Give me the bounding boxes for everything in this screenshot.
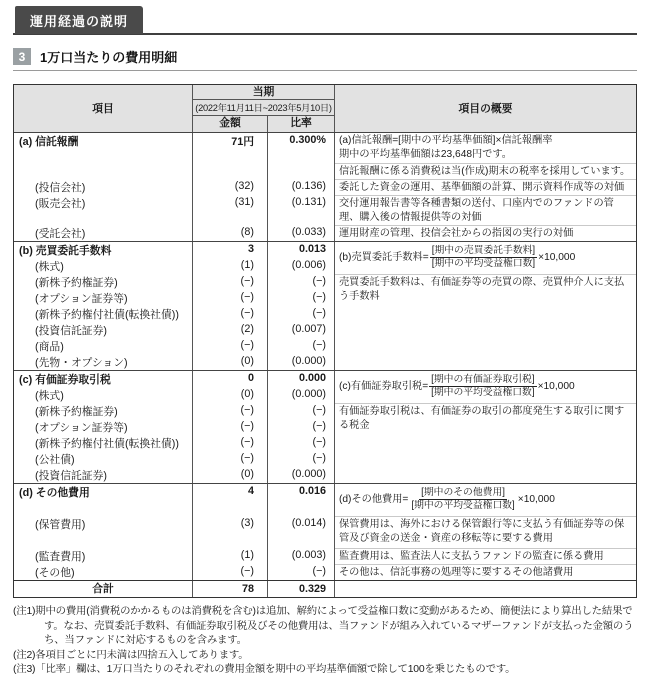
- overview-cell: [335, 163, 636, 179]
- item-label: (商品): [35, 341, 64, 353]
- overview-cell: [335, 242, 636, 274]
- ratio-cell: (−): [312, 275, 326, 287]
- item-label: (オプション証券等): [35, 293, 128, 305]
- ratio-cell: (0.131): [291, 196, 326, 208]
- item-label: (オプション証券等): [35, 422, 128, 434]
- ratio-cell: (0.003): [291, 549, 326, 561]
- item-label: (新株予約権証券): [35, 406, 118, 418]
- table-header: [14, 85, 636, 133]
- item-column: [14, 242, 193, 370]
- col-period-header: 当期: [193, 85, 334, 100]
- ratio-cell: [268, 163, 334, 179]
- total-overview-cell: [335, 581, 636, 597]
- amount-cell: (0): [240, 355, 254, 367]
- amount-cell: (3): [240, 517, 254, 529]
- ratio-cell: (0.007): [291, 323, 326, 335]
- item-cell: [14, 435, 192, 451]
- col-ratio-header: 比率: [290, 117, 312, 129]
- overview-text: 監査費用は、監査法人に支払うファンドの監査に係る費用: [339, 551, 604, 562]
- ratio-cell: 0.300%: [289, 134, 326, 146]
- amount-cell: (−): [240, 436, 254, 448]
- item-label: (a) 信託報酬: [19, 136, 79, 148]
- amount-cell: (−): [240, 339, 254, 351]
- ratio-cell: 0.000: [298, 372, 326, 384]
- amount-column: [193, 484, 268, 580]
- ratio-cell: (−): [312, 420, 326, 432]
- overview-text: (a)信託報酬=[期中の平均基準価額]×信託報酬率: [339, 135, 553, 146]
- item-label: (投信会社): [35, 182, 86, 194]
- item-cell: [14, 564, 192, 580]
- fraction-numerator: [期中の売買委託手数料]: [431, 245, 536, 256]
- section-row: [14, 483, 636, 580]
- item-cell: [14, 179, 192, 195]
- item-column: [14, 133, 193, 241]
- overview-text: 有価証券取引税は、有価証券の取引の都度発生する取引に関する税金: [339, 406, 625, 431]
- item-cell: [14, 451, 192, 467]
- item-cell: [14, 163, 192, 179]
- overview-cell: [335, 225, 636, 241]
- ratio-column: [268, 133, 335, 241]
- overview-cell: [335, 484, 636, 516]
- item-cell: [14, 371, 192, 387]
- amount-column: [193, 371, 268, 483]
- footnotes: [13, 605, 637, 678]
- overview-cell: [335, 564, 636, 580]
- ratio-column: [268, 484, 335, 580]
- formula-prefix: (d)その他費用=: [339, 493, 409, 505]
- overview-cell: [335, 133, 636, 163]
- overview-text: 期中の平均基準価額は23,648円です。: [339, 148, 512, 160]
- item-cell: [14, 548, 192, 564]
- fee-table: [13, 84, 637, 598]
- item-label: (d) その他費用: [19, 487, 90, 499]
- footnote: (注1)期中の費用(消費税のかかるものは消費税を含む)は追加、解約によって受益権口数に変動があるため、簡便法により算出した結果です。なお、売買委託手数料、有価証券取引税及びその他費用は、当ファンドが組み入れているマザーファンドが支払った金額のうち、当ファンドに対応するものを含みます。: [13, 606, 634, 647]
- formula-suffix: ×10,000: [517, 493, 555, 505]
- section-row: [14, 241, 636, 370]
- overview-cell: [335, 403, 636, 483]
- item-label: (c) 有価証券取引税: [19, 374, 111, 386]
- item-cell: [14, 467, 192, 483]
- formula-prefix: (b)売買委託手数料=: [339, 251, 429, 263]
- ratio-cell: 0.013: [298, 243, 326, 255]
- fraction-denominator: [期中の平均受益権口数]: [431, 258, 536, 269]
- item-label: (監査費用): [35, 551, 86, 563]
- total-row: [14, 580, 636, 597]
- amount-cell: (0): [240, 388, 254, 400]
- item-cell: [14, 516, 192, 548]
- item-column: [14, 484, 193, 580]
- item-label: (受託会社): [35, 228, 86, 240]
- ratio-cell: (0.014): [291, 517, 326, 529]
- amount-cell: 3: [247, 243, 254, 255]
- overview-column: [335, 484, 636, 580]
- fraction-numerator: [期中のその他費用]: [421, 487, 505, 498]
- overview-text: 保管費用は、海外における保管銀行等に支払う有価証券等の保管及び資金の送金・資産の移転等に要する費用: [339, 519, 625, 544]
- fraction: [430, 245, 537, 270]
- ratio-column: [268, 242, 335, 370]
- amount-cell: (−): [240, 275, 254, 287]
- ratio-cell: (−): [312, 307, 326, 319]
- overview-cell: [335, 548, 636, 564]
- ratio-cell: (−): [312, 452, 326, 464]
- col-period-group: [193, 85, 335, 132]
- formula-prefix: (c)有価証券取引税=: [339, 380, 429, 392]
- ratio-cell: (0.033): [291, 226, 326, 238]
- item-column: [14, 371, 193, 483]
- overview-cell: [335, 274, 636, 370]
- total-ratio: 0.329: [268, 581, 335, 597]
- overview-text: 運用財産の管理、投信会社からの指図の実行の対価: [339, 228, 574, 239]
- amount-cell: (−): [240, 420, 254, 432]
- item-cell: [14, 419, 192, 435]
- ratio-cell: 0.016: [298, 485, 326, 497]
- overview-cell: [335, 516, 636, 548]
- item-cell: [14, 225, 192, 241]
- fraction: [429, 374, 536, 399]
- formula-suffix: ×10,000: [538, 251, 576, 263]
- banner-rule: [13, 8, 637, 35]
- footnote: (注3)「比率」欄は、1万口当たりのそれぞれの費用金額を期中の平均基準価額で除して100を乗じたものです。: [13, 664, 516, 676]
- overview-text: 売買委託手数料は、有価証券等の売買の際、売買仲介人に支払う手数料: [339, 277, 625, 302]
- amount-cell: (−): [240, 565, 254, 577]
- col-period-range: (2022年11月11日~2023年5月10日): [193, 100, 334, 116]
- col-amount-ratio-headers: [193, 116, 334, 132]
- item-label: (その他): [35, 567, 75, 579]
- overview-cell: [335, 179, 636, 195]
- section-number: 3: [13, 48, 31, 65]
- item-cell: [14, 290, 192, 306]
- amount-column: [193, 242, 268, 370]
- page-banner: 運用経過の説明: [15, 6, 143, 34]
- ratio-cell: (−): [312, 339, 326, 351]
- item-cell: [14, 195, 192, 225]
- overview-text: 交付運用報告書等各種書類の送付、口座内でのファンドの管理、購入後の情報提供等の対価: [339, 198, 614, 223]
- item-cell: [14, 387, 192, 403]
- item-label: (保管費用): [35, 519, 86, 531]
- ratio-cell: (0.136): [291, 180, 326, 192]
- amount-cell: (−): [240, 291, 254, 303]
- item-cell: [14, 322, 192, 338]
- ratio-cell: (−): [312, 565, 326, 577]
- amount-cell: 4: [247, 485, 254, 497]
- amount-cell: [193, 163, 267, 179]
- item-cell: [14, 403, 192, 419]
- amount-cell: (−): [240, 404, 254, 416]
- item-cell: [14, 258, 192, 274]
- item-label: (新株予約権付社債(転換社債)): [35, 438, 179, 450]
- item-label: (投資信託証券): [35, 325, 107, 337]
- total-label: 合計: [14, 581, 193, 597]
- fraction-denominator: [期中の平均受益権口数]: [411, 500, 515, 511]
- overview-column: [335, 371, 636, 483]
- section-heading: [13, 47, 637, 71]
- fraction-numerator: [期中の有価証券取引税]: [431, 374, 535, 385]
- ratio-cell: (−): [312, 404, 326, 416]
- ratio-cell: (0.006): [291, 259, 326, 271]
- overview-column: [335, 133, 636, 241]
- ratio-column: [268, 371, 335, 483]
- item-cell: [14, 242, 192, 258]
- item-label: (先物・オプション): [35, 357, 128, 369]
- item-label: (新株予約権付社債(転換社債)): [35, 309, 179, 321]
- col-overview-header: 項目の概要: [458, 103, 513, 115]
- ratio-cell: (−): [312, 291, 326, 303]
- item-cell: [14, 354, 192, 370]
- item-cell: [14, 133, 192, 163]
- item-cell: [14, 274, 192, 290]
- overview-cell: [335, 371, 636, 403]
- section-row: [14, 370, 636, 483]
- item-cell: [14, 338, 192, 354]
- item-label: (投資信託証券): [35, 470, 107, 482]
- ratio-cell: (0.000): [291, 468, 326, 480]
- formula-suffix: ×10,000: [537, 380, 575, 392]
- footnote: (注2)各項目ごとに円未満は四捨五入してあります。: [13, 649, 249, 661]
- ratio-cell: (0.000): [291, 355, 326, 367]
- ratio-cell: (−): [312, 436, 326, 448]
- item-label: (株式): [35, 261, 64, 273]
- item-cell: [14, 484, 192, 516]
- item-label: (販売会社): [35, 198, 86, 210]
- item-label: (株式): [35, 390, 64, 402]
- total-amount: 78: [193, 581, 268, 597]
- item-label: (公社債): [35, 454, 75, 466]
- fee-formula: [339, 485, 632, 512]
- col-amount-header: 金額: [193, 116, 268, 132]
- amount-cell: (32): [234, 180, 254, 192]
- fee-formula: [339, 243, 632, 270]
- amount-cell: 0: [247, 372, 254, 384]
- amount-cell: (1): [240, 549, 254, 561]
- amount-cell: (2): [240, 323, 254, 335]
- item-label: (b) 売買委託手数料: [19, 245, 112, 257]
- overview-text: 信託報酬に係る消費税は当(作成)期末の税率を採用しています。: [339, 166, 631, 177]
- item-label: (新株予約権証券): [35, 277, 118, 289]
- section-row: [14, 133, 636, 241]
- overview-column: [335, 242, 636, 370]
- overview-text: その他は、信託事務の処理等に要するその他諸費用: [339, 567, 574, 578]
- amount-cell: (0): [240, 468, 254, 480]
- fraction: [409, 487, 516, 512]
- fee-formula: [339, 372, 632, 399]
- amount-column: [193, 133, 268, 241]
- amount-cell: (8): [240, 226, 254, 238]
- amount-cell: (31): [234, 196, 254, 208]
- section-title: 1万口当たりの費用明細: [40, 50, 178, 65]
- overview-text: 委託した資金の運用、基準価額の計算、開示資料作成等の対価: [339, 182, 625, 193]
- amount-cell: 71円: [231, 136, 254, 148]
- table-sections: [14, 133, 636, 580]
- item-cell: [14, 306, 192, 322]
- amount-cell: (−): [240, 452, 254, 464]
- amount-cell: (−): [240, 307, 254, 319]
- amount-cell: (1): [240, 259, 254, 271]
- fraction-denominator: [期中の平均受益権口数]: [431, 387, 535, 398]
- col-item-header: 項目: [14, 85, 193, 132]
- ratio-cell: (0.000): [291, 388, 326, 400]
- overview-cell: [335, 195, 636, 225]
